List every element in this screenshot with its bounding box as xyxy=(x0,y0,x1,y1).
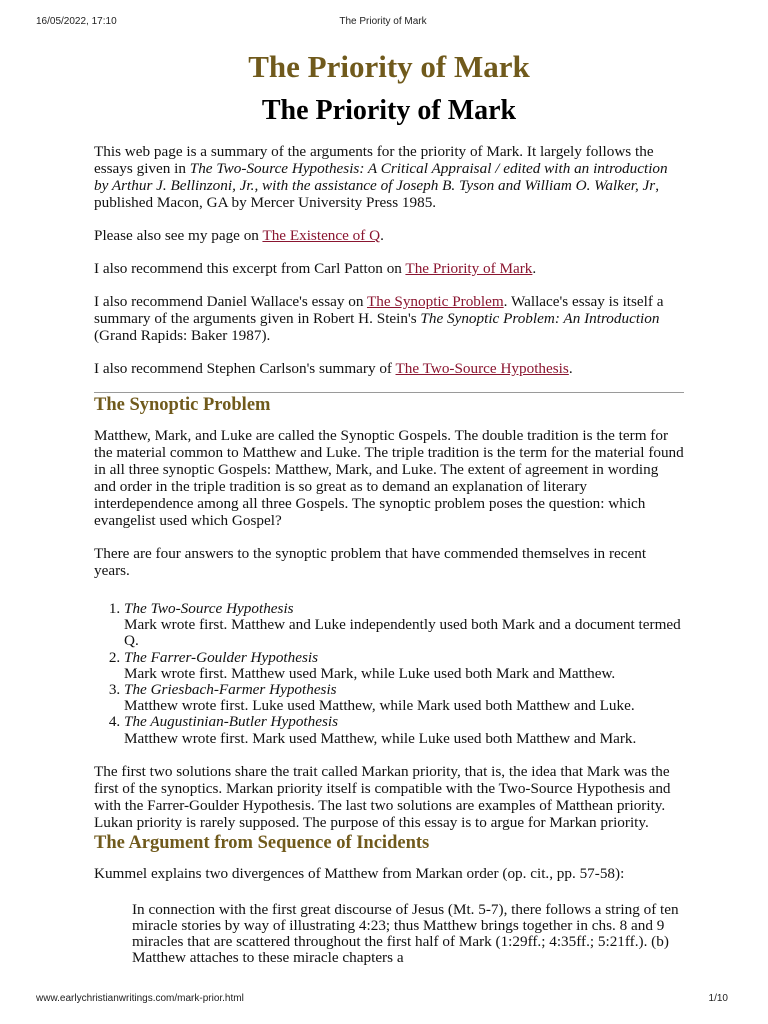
patton-paragraph xyxy=(94,260,684,277)
list-item xyxy=(124,601,684,650)
quote-text: In connection with the first great discourse of Jesus (Mt. 5-7), there follows a string of ten miracle stories by way of illustrating 4:23; thus Matthew brings together in chs. 8 and 9 miracles that are scattered throughout the first half of Mark (1:29ff.; 4:35ff.; 5:21ff.). (b) Matthew attaches to these miracle chapters a xyxy=(132,900,679,967)
sequence-paragraph: Kummel explains two divergences of Matthew from Markan order (op. cit., pp. 57-58): xyxy=(94,864,625,882)
carlson-text: I also recommend Stephen Carlson's summary of xyxy=(94,360,396,377)
print-page-title: The Priority of Mark xyxy=(339,16,427,27)
intro-text: This web page is a summary of the arguments for the priority of Mark. It largely follows the essays given in xyxy=(94,143,654,177)
hypothesis-name: The Farrer-Goulder Hypothesis xyxy=(124,648,319,666)
punctuation: . xyxy=(532,260,537,277)
carlson-paragraph xyxy=(94,360,684,377)
book-title: The Two-Source Hypothesis: A Critical Appraisal / edited with an introduction by Arthur J. Bellinzoni, Jr., with the assistance of Joseph B. Tyson and William O. Walker, Jr xyxy=(94,160,668,194)
hypothesis-description: Matthew wrote first. Luke used Matthew, while Mark used both Matthew and Luke. xyxy=(124,697,635,715)
list-item xyxy=(124,650,684,682)
synoptic-problem-link[interactable]: The Synoptic Problem xyxy=(366,293,504,310)
patton-text: I also recommend this excerpt from Carl Patton on xyxy=(94,260,406,277)
synoptic-paragraph: The first two solutions share the trait called Markan priority, that is, the idea that Mark was the first of the synoptics. Markan priority itself is compatible with the Two-Source Hypothesis and with the Farrer-Goulder Hypothesis. The last two solutions are examples of Matthean priority. Lukan priority is rarely supposed. The purpose of this essay is to argue for Markan priority. xyxy=(94,762,671,831)
list-item xyxy=(124,682,684,714)
see-also-paragraph xyxy=(94,227,684,244)
hypothesis-name: The Augustinian-Butler Hypothesis xyxy=(124,713,339,731)
print-page-number: 1/10 xyxy=(708,993,728,1004)
priority-of-mark-link[interactable]: The Priority of Mark xyxy=(405,260,533,277)
kummel-quote xyxy=(132,902,684,967)
answers-list xyxy=(94,601,684,747)
punctuation: . xyxy=(380,227,384,244)
punctuation: . xyxy=(568,360,573,377)
print-datetime: 16/05/2022, 17:10 xyxy=(36,16,117,27)
site-title: The Priority of Mark xyxy=(248,49,530,84)
article xyxy=(94,47,684,967)
hypothesis-description: Matthew wrote first. Mark used Matthew, while Luke used both Matthew and Mark. xyxy=(124,729,637,747)
list-item xyxy=(124,714,684,746)
see-also-text: Please also see my page on xyxy=(94,227,263,244)
print-header xyxy=(36,16,730,30)
existence-of-q-link[interactable]: The Existence of Q xyxy=(262,227,381,244)
intro-text: , published Macon, GA by Mercer University Press 1985. xyxy=(94,177,659,211)
wallace-text: (Grand Rapids: Baker 1987). xyxy=(94,327,271,344)
intro-paragraph xyxy=(94,143,684,211)
book-title: The Synoptic Problem: An Introduction xyxy=(420,310,660,327)
wallace-paragraph xyxy=(94,293,684,344)
hypothesis-description: Mark wrote first. Matthew used Mark, while Luke used both Mark and Matthew. xyxy=(124,664,616,682)
synoptic-paragraph: There are four answers to the synoptic problem that have commended themselves in recent years. xyxy=(94,545,647,579)
wallace-text: . Wallace's essay is itself a summary of the arguments given in Robert H. Stein's xyxy=(94,293,664,327)
print-footer xyxy=(36,993,728,1007)
synoptic-paragraph: Matthew, Mark, and Luke are called the Synoptic Gospels. The double tradition is the term for the material common to Matthew and Luke. The triple tradition is the term for the material found in all three synoptic Gospels: Matthew, Mark, and Luke. The extent of agreement in wording and order in the triple tradition is so great as to demand an explanation of literary interdependence among all three Gospels. The synoptic problem poses the question: which evangelist used which Gospel? xyxy=(94,427,684,529)
sequence-heading: The Argument from Sequence of Incidents xyxy=(94,832,430,853)
hypothesis-name: The Two-Source Hypothesis xyxy=(124,600,294,617)
synoptic-problem-heading: The Synoptic Problem xyxy=(94,395,271,415)
page-title: The Priority of Mark xyxy=(261,95,517,126)
wallace-text: I also recommend Daniel Wallace's essay on xyxy=(94,293,367,310)
hypothesis-description: Mark wrote first. Matthew and Luke independently used both Mark and a document termed Q. xyxy=(124,616,681,650)
print-url: www.earlychristianwritings.com/mark-prior.html xyxy=(36,993,244,1004)
two-source-hypothesis-link[interactable]: The Two-Source Hypothesis xyxy=(395,360,569,377)
hypothesis-name: The Griesbach-Farmer Hypothesis xyxy=(124,681,337,699)
